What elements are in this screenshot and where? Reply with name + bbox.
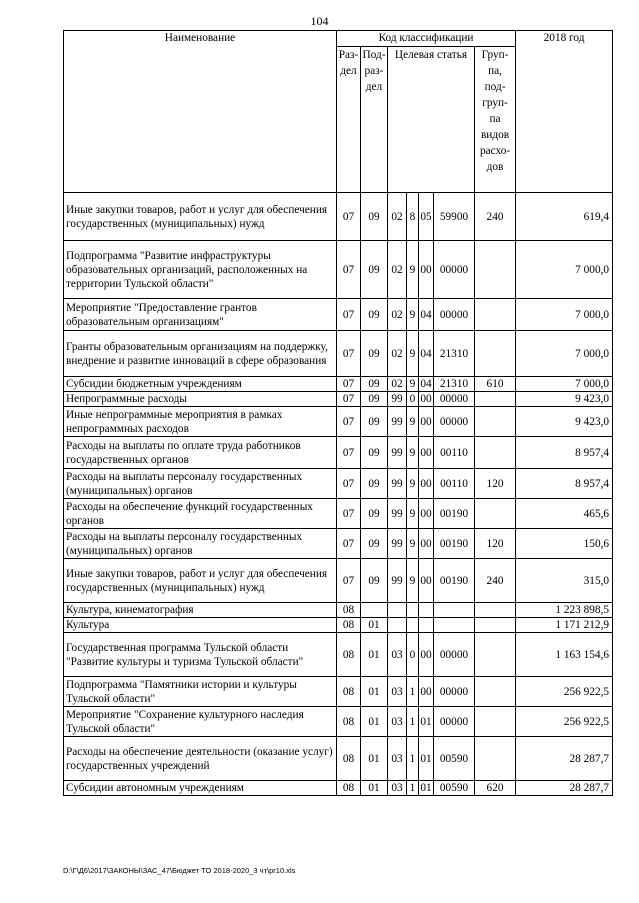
- page-number: 104: [310, 14, 329, 28]
- row-expense-group: [475, 618, 516, 633]
- row-podrazdel: 09: [361, 437, 388, 469]
- row-target-subprogram: 0: [407, 392, 419, 407]
- row-podrazdel: 09: [361, 377, 388, 392]
- row-name: Субсидии автономным учреждениям: [64, 781, 337, 796]
- table-row: [64, 499, 613, 529]
- row-expense-group: [475, 392, 516, 407]
- row-target-direction: 00110: [434, 469, 475, 499]
- row-target-subprogram: [407, 618, 419, 633]
- row-target-event: 00: [419, 469, 434, 499]
- table-row: [64, 299, 613, 331]
- row-target-subprogram: 9: [407, 407, 419, 437]
- row-target-subprogram: [407, 603, 419, 618]
- row-target-subprogram: 0: [407, 633, 419, 677]
- row-razdel: 07: [337, 193, 361, 241]
- row-amount: 9 423,0: [516, 407, 613, 437]
- table-row: [64, 437, 613, 469]
- row-target-program: 02: [388, 331, 407, 377]
- row-target-direction: 00000: [434, 241, 475, 299]
- header-code: Код классификации: [337, 31, 516, 47]
- row-name: Расходы на выплаты персоналу государственных (муниципальных) органов: [64, 529, 337, 559]
- row-podrazdel: 01: [361, 781, 388, 796]
- row-target-direction: 00590: [434, 781, 475, 796]
- table-row: [64, 737, 613, 781]
- row-expense-group: [475, 603, 516, 618]
- row-name: Расходы на выплаты персоналу государственных (муниципальных) органов: [64, 469, 337, 499]
- row-name: Культура, кинематография: [64, 603, 337, 618]
- row-razdel: 08: [337, 603, 361, 618]
- row-amount: 8 957,4: [516, 469, 613, 499]
- row-target-subprogram: 9: [407, 559, 419, 603]
- row-podrazdel: 09: [361, 331, 388, 377]
- table-row: [64, 529, 613, 559]
- row-target-subprogram: 8: [407, 193, 419, 241]
- row-target-event: 00: [419, 529, 434, 559]
- row-target-program: 99: [388, 392, 407, 407]
- row-razdel: 07: [337, 499, 361, 529]
- row-amount: 619,4: [516, 193, 613, 241]
- table-row: [64, 469, 613, 499]
- row-expense-group: [475, 737, 516, 781]
- row-podrazdel: 01: [361, 633, 388, 677]
- row-name: Иные закупки товаров, работ и услуг для обеспечения государственных (муниципальных) нужд: [64, 559, 337, 603]
- row-name: Иные непрограммные мероприятия в рамках непрограммных расходов: [64, 407, 337, 437]
- row-target-program: 02: [388, 377, 407, 392]
- row-amount: 7 000,0: [516, 299, 613, 331]
- row-podrazdel: 01: [361, 707, 388, 737]
- row-target-program: 99: [388, 437, 407, 469]
- row-expense-group: 620: [475, 781, 516, 796]
- row-target-event: 00: [419, 407, 434, 437]
- row-target-direction: 00190: [434, 499, 475, 529]
- row-target-event: 01: [419, 707, 434, 737]
- row-target-program: 03: [388, 707, 407, 737]
- header-year: 2018 год: [516, 31, 613, 193]
- row-expense-group: 120: [475, 529, 516, 559]
- row-target-subprogram: 1: [407, 781, 419, 796]
- row-name: Расходы на обеспечение функций государственных органов: [64, 499, 337, 529]
- row-target-program: 99: [388, 529, 407, 559]
- row-podrazdel: 09: [361, 529, 388, 559]
- row-podrazdel: 01: [361, 677, 388, 707]
- row-razdel: 07: [337, 407, 361, 437]
- row-name: Подпрограмма "Памятники истории и культуры Тульской области": [64, 677, 337, 707]
- row-amount: 7 000,0: [516, 241, 613, 299]
- row-name: Непрограммные расходы: [64, 392, 337, 407]
- row-amount: 7 000,0: [516, 331, 613, 377]
- row-target-subprogram: 9: [407, 499, 419, 529]
- row-podrazdel: 09: [361, 299, 388, 331]
- row-target-subprogram: 1: [407, 737, 419, 781]
- row-target-subprogram: 9: [407, 299, 419, 331]
- row-target-program: 03: [388, 737, 407, 781]
- row-name: Культура: [64, 618, 337, 633]
- row-name: Государственная программа Тульской области "Развитие культуры и туризма Тульской области": [64, 633, 337, 677]
- row-razdel: 07: [337, 529, 361, 559]
- row-target-direction: 00190: [434, 559, 475, 603]
- row-expense-group: [475, 707, 516, 737]
- row-name: Мероприятие "Предоставление грантов образовательным организациям": [64, 299, 337, 331]
- row-target-direction: [434, 603, 475, 618]
- row-expense-group: 610: [475, 377, 516, 392]
- table-row: [64, 707, 613, 737]
- row-razdel: 07: [337, 437, 361, 469]
- row-target-direction: 21310: [434, 331, 475, 377]
- file-path-footer: D:\Г\Д6\2017\ЗАКОНЫ\ЗАС_47\Бюджет ТО 2018-2020_3 чт\pr10.xls: [63, 866, 296, 875]
- row-expense-group: [475, 299, 516, 331]
- row-amount: 1 223 898,5: [516, 603, 613, 618]
- table-row: [64, 633, 613, 677]
- row-target-event: 04: [419, 331, 434, 377]
- row-target-program: 03: [388, 633, 407, 677]
- row-target-subprogram: 9: [407, 331, 419, 377]
- row-target-program: 03: [388, 677, 407, 707]
- row-target-program: 99: [388, 499, 407, 529]
- row-target-program: [388, 603, 407, 618]
- row-amount: 256 922,5: [516, 707, 613, 737]
- row-amount: 7 000,0: [516, 377, 613, 392]
- table-row: [64, 193, 613, 241]
- row-name: Мероприятие "Сохранение культурного наследия Тульской области": [64, 707, 337, 737]
- row-target-subprogram: 9: [407, 241, 419, 299]
- row-name: Субсидии бюджетным учреждениям: [64, 377, 337, 392]
- row-target-program: 02: [388, 193, 407, 241]
- row-amount: 1 163 154,6: [516, 633, 613, 677]
- row-target-subprogram: 9: [407, 437, 419, 469]
- row-razdel: 07: [337, 299, 361, 331]
- table-row: [64, 241, 613, 299]
- row-target-direction: 00110: [434, 437, 475, 469]
- table-body: [64, 193, 613, 796]
- row-razdel: 07: [337, 392, 361, 407]
- row-name: Гранты образовательным организациям на поддержку, внедрение и развитие инноваций в сфере образования: [64, 331, 337, 377]
- row-target-event: 01: [419, 737, 434, 781]
- header-target: Целевая статья: [388, 47, 475, 193]
- row-razdel: 07: [337, 469, 361, 499]
- row-target-program: [388, 618, 407, 633]
- row-target-program: 99: [388, 407, 407, 437]
- header-podrazdel: Под- раз- дел: [361, 47, 388, 193]
- row-amount: 8 957,4: [516, 437, 613, 469]
- row-target-subprogram: 1: [407, 707, 419, 737]
- row-expense-group: [475, 677, 516, 707]
- row-target-program: 02: [388, 299, 407, 331]
- row-amount: 150,6: [516, 529, 613, 559]
- row-target-direction: 59900: [434, 193, 475, 241]
- row-target-direction: 00590: [434, 737, 475, 781]
- table-row: [64, 781, 613, 796]
- row-razdel: 08: [337, 737, 361, 781]
- header-name: Наименование: [64, 31, 337, 193]
- row-razdel: 08: [337, 707, 361, 737]
- row-target-event: 00: [419, 437, 434, 469]
- row-podrazdel: 09: [361, 392, 388, 407]
- row-amount: 315,0: [516, 559, 613, 603]
- row-amount: 28 287,7: [516, 737, 613, 781]
- row-target-event: 01: [420, 782, 432, 794]
- row-podrazdel: 09: [361, 193, 388, 241]
- row-target-subprogram: 1: [407, 677, 419, 707]
- row-target-event: 00: [419, 499, 434, 529]
- row-razdel: 07: [337, 331, 361, 377]
- row-target-direction: 00000: [434, 633, 475, 677]
- row-target-subprogram: 9: [407, 377, 419, 392]
- row-target-event: 05: [419, 193, 434, 241]
- row-target-program: 99: [388, 559, 407, 603]
- table-row: [64, 392, 613, 407]
- row-podrazdel: 09: [361, 241, 388, 299]
- row-name: Подпрограмма "Развитие инфраструктуры образовательных организаций, расположенных на территории Тульской области": [64, 241, 337, 299]
- row-target-event: 04: [420, 378, 432, 390]
- row-podrazdel: 01: [361, 618, 388, 633]
- row-target-direction: 00190: [434, 529, 475, 559]
- row-razdel: 07: [337, 559, 361, 603]
- row-target-event: 04: [419, 299, 434, 331]
- row-name: Расходы на обеспечение деятельности (оказание услуг) государственных учреждений: [64, 737, 337, 781]
- row-podrazdel: 09: [361, 559, 388, 603]
- row-target-direction: 00000: [434, 677, 475, 707]
- row-amount: 256 922,5: [516, 677, 613, 707]
- row-name: Иные закупки товаров, работ и услуг для обеспечения государственных (муниципальных) нужд: [64, 193, 337, 241]
- row-expense-group: 240: [475, 559, 516, 603]
- row-amount: 28 287,7: [516, 781, 613, 796]
- row-expense-group: 240: [475, 193, 516, 241]
- row-target-subprogram: 9: [407, 469, 419, 499]
- row-target-program: 99: [388, 469, 407, 499]
- row-target-event: [419, 618, 434, 633]
- row-razdel: 08: [337, 677, 361, 707]
- table-row: [64, 377, 613, 392]
- row-target-program: 03: [388, 781, 407, 796]
- row-podrazdel: 01: [361, 737, 388, 781]
- row-target-program: 02: [388, 241, 407, 299]
- row-target-direction: 00000: [434, 407, 475, 437]
- header-razdel: Раз- дел: [337, 47, 361, 193]
- budget-table: [63, 30, 613, 796]
- row-expense-group: [475, 633, 516, 677]
- header-group: Груп- па, под- груп- па видов расхо- дов: [475, 47, 516, 193]
- row-target-event: 00: [419, 241, 434, 299]
- row-target-direction: 00000: [434, 299, 475, 331]
- row-razdel: 07: [337, 377, 361, 392]
- row-target-direction: 00000: [434, 707, 475, 737]
- row-expense-group: [475, 331, 516, 377]
- row-name: Расходы на выплаты по оплате труда работников государственных органов: [64, 437, 337, 469]
- row-expense-group: [475, 407, 516, 437]
- row-razdel: 08: [337, 633, 361, 677]
- row-expense-group: [475, 437, 516, 469]
- row-razdel: 08: [337, 781, 361, 796]
- row-target-subprogram: 9: [407, 529, 419, 559]
- row-target-direction: 00000: [434, 392, 475, 407]
- table-row: [64, 677, 613, 707]
- row-target-event: 00: [419, 633, 434, 677]
- row-target-event: 00: [420, 393, 432, 405]
- row-expense-group: 120: [475, 469, 516, 499]
- row-target-event: [419, 603, 434, 618]
- row-amount: 465,6: [516, 499, 613, 529]
- row-expense-group: [475, 499, 516, 529]
- row-target-event: 00: [419, 677, 434, 707]
- table-row: [64, 603, 613, 618]
- table-row: [64, 407, 613, 437]
- row-target-event: 00: [419, 559, 434, 603]
- row-expense-group: [475, 241, 516, 299]
- row-podrazdel: 09: [361, 499, 388, 529]
- row-podrazdel: 09: [361, 407, 388, 437]
- row-razdel: 07: [337, 241, 361, 299]
- table-row: [64, 331, 613, 377]
- row-razdel: 08: [337, 618, 361, 633]
- row-podrazdel: 09: [361, 469, 388, 499]
- table-row: [64, 618, 613, 633]
- row-amount: 9 423,0: [516, 392, 613, 407]
- row-podrazdel: [361, 603, 388, 618]
- table-row: [64, 559, 613, 603]
- row-target-direction: [434, 618, 475, 633]
- row-target-direction: 21310: [434, 377, 475, 392]
- row-amount: 1 171 212,9: [516, 618, 613, 633]
